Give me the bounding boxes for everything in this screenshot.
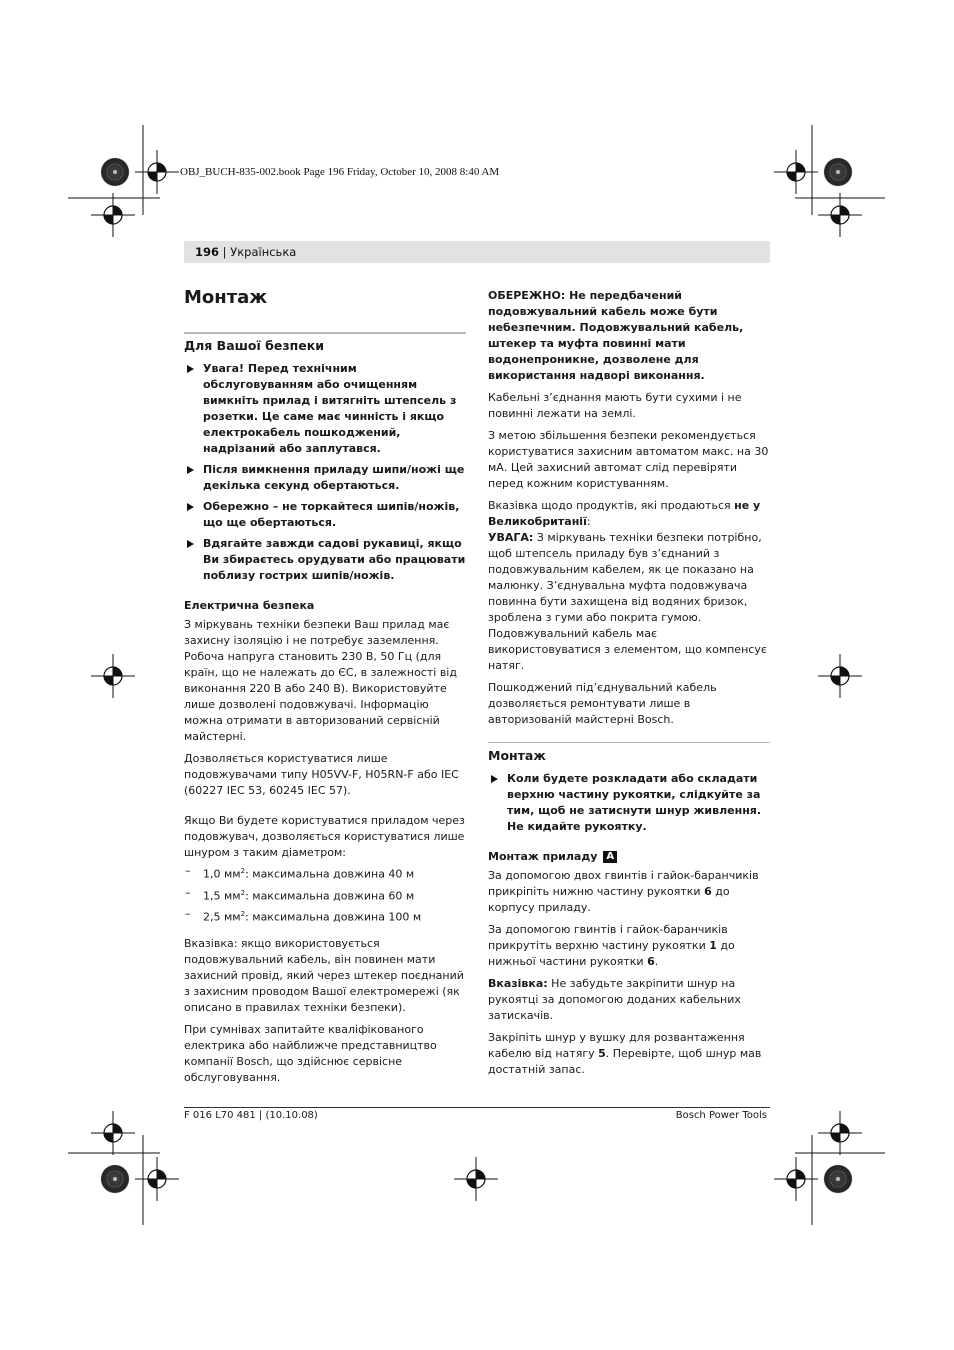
uk-note-colon: : (586, 515, 591, 528)
extension-paragraph: Якщо Ви будете користуватися приладом через подовжувач, дозволяється користуватися лише шнуром з таким діаметром: (184, 814, 465, 859)
note-text: Не забудьте закріпити шнур на рукоятці за допомогою доданих кабельних затискачів. (488, 977, 741, 1022)
cable-dry-paragraph: Кабельні з’єднання мають бути сухими і не повинні лежати на землі. (488, 391, 742, 420)
step-text: . (654, 955, 659, 968)
mount-heading: Монтаж (488, 742, 770, 764)
header-separator: | (222, 245, 227, 259)
electrician-paragraph: При сумнівах запитайте кваліфікованого електрика або найближче представництво компанії Bosch, що здійснює сервісне обслуговування. (184, 1022, 437, 1084)
clamp-note (488, 976, 770, 1024)
warning-text: З міркувань техніки безпеки потрібно, щоб штепсель приладу був з’єднаний з подовжувальним кабелем, як це показано на малюнку. З’єднувальна муфта подовжувача повинна бути захищена від водяних бризок, зроблена з гуми або покрита гумою. Подовжувальний кабель має використовуватися з елементом, що компенсує натяг. (488, 531, 767, 672)
safety-item-text: Після вимкнення приладу шипи/ножі ще декілька секунд обертаються. (203, 463, 465, 492)
cable-length: : максимальна довжина 100 м (245, 910, 422, 924)
arrow-bullet-icon (187, 503, 194, 511)
footer-doc-number: F 016 L70 481 | (10.10.08) (184, 1110, 318, 1121)
cable-list (184, 863, 466, 926)
section-title: Монтаж (184, 287, 268, 308)
rcd-paragraph: З метою збільшення безпеки рекомендується користуватися захисним автоматом макс. на 30 мА. Цей захисний автомат слід перевіряти перед кожним користуванням. (488, 429, 769, 490)
cable-item: – 1,5 $мм^2$: максимальна довжина 60 м (185, 885, 415, 903)
page-header-bar (184, 241, 770, 263)
mount-step-2 (488, 922, 770, 970)
cable-sup: 2 (240, 867, 246, 875)
note-label: Вказівка: (488, 977, 548, 990)
step-text: За допомогою двох гвинтів і гайок-баранчиків прикріпіть нижню частину рукоятки (488, 869, 759, 898)
device-mount-heading (488, 849, 770, 865)
uk-note-bold: не у Великобританії (488, 499, 761, 528)
safety-item-text: Вдягайте завжди садові рукавиці, якщо Ви збираєтесь орудувати або працювати поблизу гострих шипів/ножів. (203, 537, 466, 582)
mount-step-1 (488, 868, 770, 916)
caution-paragraph: ОБЕРЕЖНО: Не передбачений подовжувальний кабель може бути небезпечним. Подовжувальний кабель, штекер та муфта повинні мати водонепроникне, дозволене для використання надворі виконання. (488, 289, 744, 382)
part-number: 6 (647, 955, 655, 968)
safety-list (184, 361, 466, 584)
arrow-bullet-icon (187, 466, 194, 474)
warning-label: УВАГА: (488, 531, 534, 544)
cable-size: 1,0 мм (203, 867, 241, 881)
left-column (184, 288, 466, 1092)
step-text: до нижньої частини рукоятки (488, 939, 735, 968)
page-number: 196 (195, 245, 220, 259)
part-number: 5 (598, 1047, 606, 1060)
mount-step-3 (488, 1030, 770, 1078)
safety-item (184, 536, 466, 584)
step-text: до корпусу приладу. (488, 885, 730, 914)
part-number: 1 (709, 939, 717, 952)
uk-note (488, 498, 770, 530)
cable-sup: 2 (240, 910, 246, 919)
safety-item (184, 361, 466, 457)
safety-heading: Для Вашої безпеки (184, 332, 466, 354)
cable-size: 1,5 мм (203, 889, 241, 903)
device-mount-heading-text: Монтаж приладу (488, 850, 598, 863)
arrow-bullet-icon (187, 365, 194, 373)
cable-item: – 1,0 $мм^2$: максимальна довжина 40 м (185, 864, 415, 881)
part-number: 6 (704, 885, 712, 898)
electric-heading: Електрична безпека (184, 599, 315, 612)
safety-item (184, 499, 466, 531)
protective-wire-note: Вказівка: якщо використовується подовжувальний кабель, він повинен мати захисний провід, який через штекер поєднаний з захисним проводом Вашої електромережі (як описано в правилах техніки безпеки). (184, 936, 464, 1014)
cable-type-paragraph: Дозволяється користуватися лише подовжувачами типу H05VV-F, H05RN-F або IEC (60227 IEC 53, 60245 IEC 57). (184, 752, 459, 797)
cable-sup: 2 (240, 888, 246, 897)
right-column (488, 288, 770, 1084)
safety-item (184, 462, 466, 494)
header-language: Українська (230, 245, 297, 259)
figure-label: A (603, 851, 617, 863)
step-text: За допомогою гвинтів і гайок-баранчиків прикрутіть верхню частину рукоятки (488, 923, 728, 952)
cable-size: 2,5 мм (203, 910, 241, 924)
repair-paragraph: Пошкоджений під’єднувальний кабель дозволяється ремонтувати лише в авторизованій майстерні Bosch. (488, 681, 717, 726)
footer-divider (184, 1107, 770, 1108)
arrow-bullet-icon (491, 775, 498, 783)
safety-item-text: Увага! Перед технічним обслуговуванням або очищенням вимкніть прилад і витягніть штепсель з розетки. Це саме має чинність і якщо електрокабель пошкоджений, надрізаний або заплутався. (203, 362, 457, 455)
arrow-bullet-icon (187, 540, 194, 548)
mount-list (488, 771, 770, 835)
step-text: Закріпіть шнур у вушку для розвантаження кабелю від натягу (488, 1031, 745, 1060)
cable-item: – 2,5 $мм^2$: максимальна довжина 100 м (185, 907, 422, 924)
book-info: OBJ_BUCH-835-002.book Page 196 Friday, October 10, 2008 8:40 AM (180, 166, 500, 178)
step-text: . Перевірте, щоб шнур мав достатній запас. (488, 1047, 762, 1076)
electric-paragraph: З міркувань техніки безпеки Ваш прилад має захисну ізоляцію і не потребує заземлення. Робоча напруга становить 230 В, 50 Гц (для країн, що не належать до ЄС, в залежності від виконання 220 В або 240 В). Використовуйте лише дозволені подовжувачі. Інформацію можна отримати в авторизований сервісній майстерні. (184, 618, 457, 743)
footer-brand: Bosch Power Tools (675, 1110, 767, 1121)
warning-paragraph (488, 530, 770, 674)
mount-item-text: Коли будете розкладати або складати верхню частину рукоятки, слідкуйте за тим, щоб не затиснути шнур живлення. Не кидайте рукоятку. (507, 772, 762, 833)
cable-length: : максимальна довжина 40 м (245, 867, 415, 881)
cable-length: : максимальна довжина 60 м (245, 889, 415, 903)
mount-item (488, 771, 770, 835)
uk-note-text: Вказівка щодо продуктів, які продаються (488, 499, 735, 512)
safety-item-text: Обережно – не торкайтеся шипів/ножів, що ще обертаються. (203, 500, 460, 529)
